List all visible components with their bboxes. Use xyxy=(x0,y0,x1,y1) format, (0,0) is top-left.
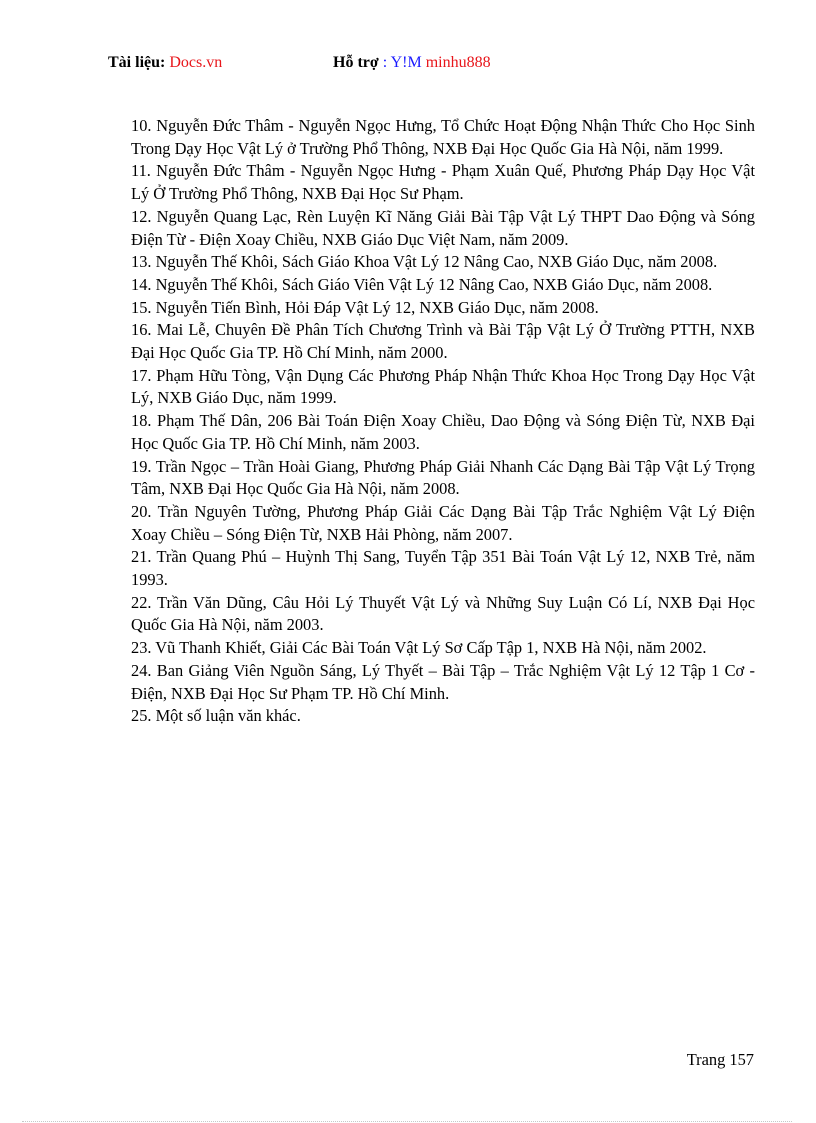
doc-colon: : xyxy=(160,54,166,71)
reference-item: 12. Nguyễn Quang Lạc, Rèn Luyện Kĩ Năng Giải Bài Tập Vật Lý THPT Dao Động và Sóng Điện Từ - Điện Xoay Chiều, NXB Giáo Dục Việt Nam, năm 2009. xyxy=(131,206,755,249)
reference-list xyxy=(131,115,755,728)
reference-item: 19. Trần Ngọc – Trần Hoài Giang, Phương Pháp Giải Nhanh Các Dạng Bài Tập Vật Lý Trọng Tâm, NXB Đại Học Quốc Gia Hà Nội, năm 2008. xyxy=(131,456,755,499)
reference-item: 24. Ban Giảng Viên Nguồn Sáng, Lý Thyết – Bài Tập – Trắc Nghiệm Vật Lý 12 Tập 1 Cơ - Điện, NXB Đại Học Sư Phạm TP. Hồ Chí Minh. xyxy=(131,660,755,703)
support-ym: Y!M xyxy=(390,54,422,71)
page-header xyxy=(108,54,491,72)
page-bottom-divider xyxy=(22,1121,792,1122)
support-info xyxy=(333,54,491,72)
doc-site-link[interactable]: Docs.vn xyxy=(169,54,223,71)
reference-item: 21. Trần Quang Phú – Huỳnh Thị Sang, Tuyển Tập 351 Bài Toán Vật Lý 12, NXB Trẻ, năm 1993. xyxy=(131,547,755,590)
reference-item: 10. Nguyễn Đức Thâm - Nguyễn Ngọc Hưng, Tổ Chức Hoạt Động Nhận Thức Cho Học Sinh Trong Dạy Học Vật Lý ở Trường Phổ Thông, NXB Đại Học Quốc Gia Hà Nội, năm 1999. xyxy=(131,116,755,158)
page-number: Trang 157 xyxy=(686,1050,754,1069)
reference-item: 18. Phạm Thế Dân, 206 Bài Toán Điện Xoay Chiều, Dao Động và Sóng Điện Từ, NXB Đại Học Quốc Gia TP. Hồ Chí Minh, năm 2003. xyxy=(131,411,755,453)
reference-item: 22. Trần Văn Dũng, Câu Hỏi Lý Thuyết Vật Lý và Những Suy Luận Có Lí, NXB Đại Học Quốc Gia Hà Nội, năm 2003. xyxy=(131,592,755,635)
reference-item: 16. Mai Lễ, Chuyên Đề Phân Tích Chương Trình và Bài Tập Vật Lý Ở Trường PTTH, NXB Đại Học Quốc Gia TP. Hồ Chí Minh, năm 2000. xyxy=(131,320,755,363)
reference-item: 20. Trần Nguyên Tường, Phương Pháp Giải Các Dạng Bài Tập Trắc Nghiệm Vật Lý Điện Xoay Chiều – Sóng Điện Từ, NXB Hải Phòng, năm 2007. xyxy=(131,501,755,544)
support-label: Hỗ trợ xyxy=(333,54,379,71)
reference-item: 25. Một số luận văn khác. xyxy=(131,706,301,726)
doc-label: Tài liệu xyxy=(108,54,161,71)
reference-item: 17. Phạm Hữu Tòng, Vận Dụng Các Phương Pháp Nhận Thức Khoa Học Trong Dạy Học Vật Lý, NXB Giáo Dục, năm 1999. xyxy=(131,365,755,408)
reference-item: 23. Vũ Thanh Khiết, Giải Các Bài Toán Vật Lý Sơ Cấp Tập 1, NXB Hà Nội, năm 2002. xyxy=(131,638,707,658)
reference-item: 15. Nguyễn Tiến Bình, Hỏi Đáp Vật Lý 12, NXB Giáo Dục, năm 2008. xyxy=(131,297,599,317)
support-colon: : xyxy=(378,54,391,71)
reference-item: 11. Nguyễn Đức Thâm - Nguyễn Ngọc Hưng - Phạm Xuân Quế, Phương Pháp Dạy Học Vật Lý Ở Trường Phổ Thông, NXB Đại Học Sư Phạm. xyxy=(131,161,755,204)
reference-item: 14. Nguyễn Thế Khôi, Sách Giáo Viên Vật Lý 12 Nâng Cao, NXB Giáo Dục, năm 2008. xyxy=(131,274,713,294)
reference-item: 13. Nguyễn Thế Khôi, Sách Giáo Khoa Vật Lý 12 Nâng Cao, NXB Giáo Dục, năm 2008. xyxy=(131,252,718,272)
support-id: minhu888 xyxy=(425,54,491,71)
